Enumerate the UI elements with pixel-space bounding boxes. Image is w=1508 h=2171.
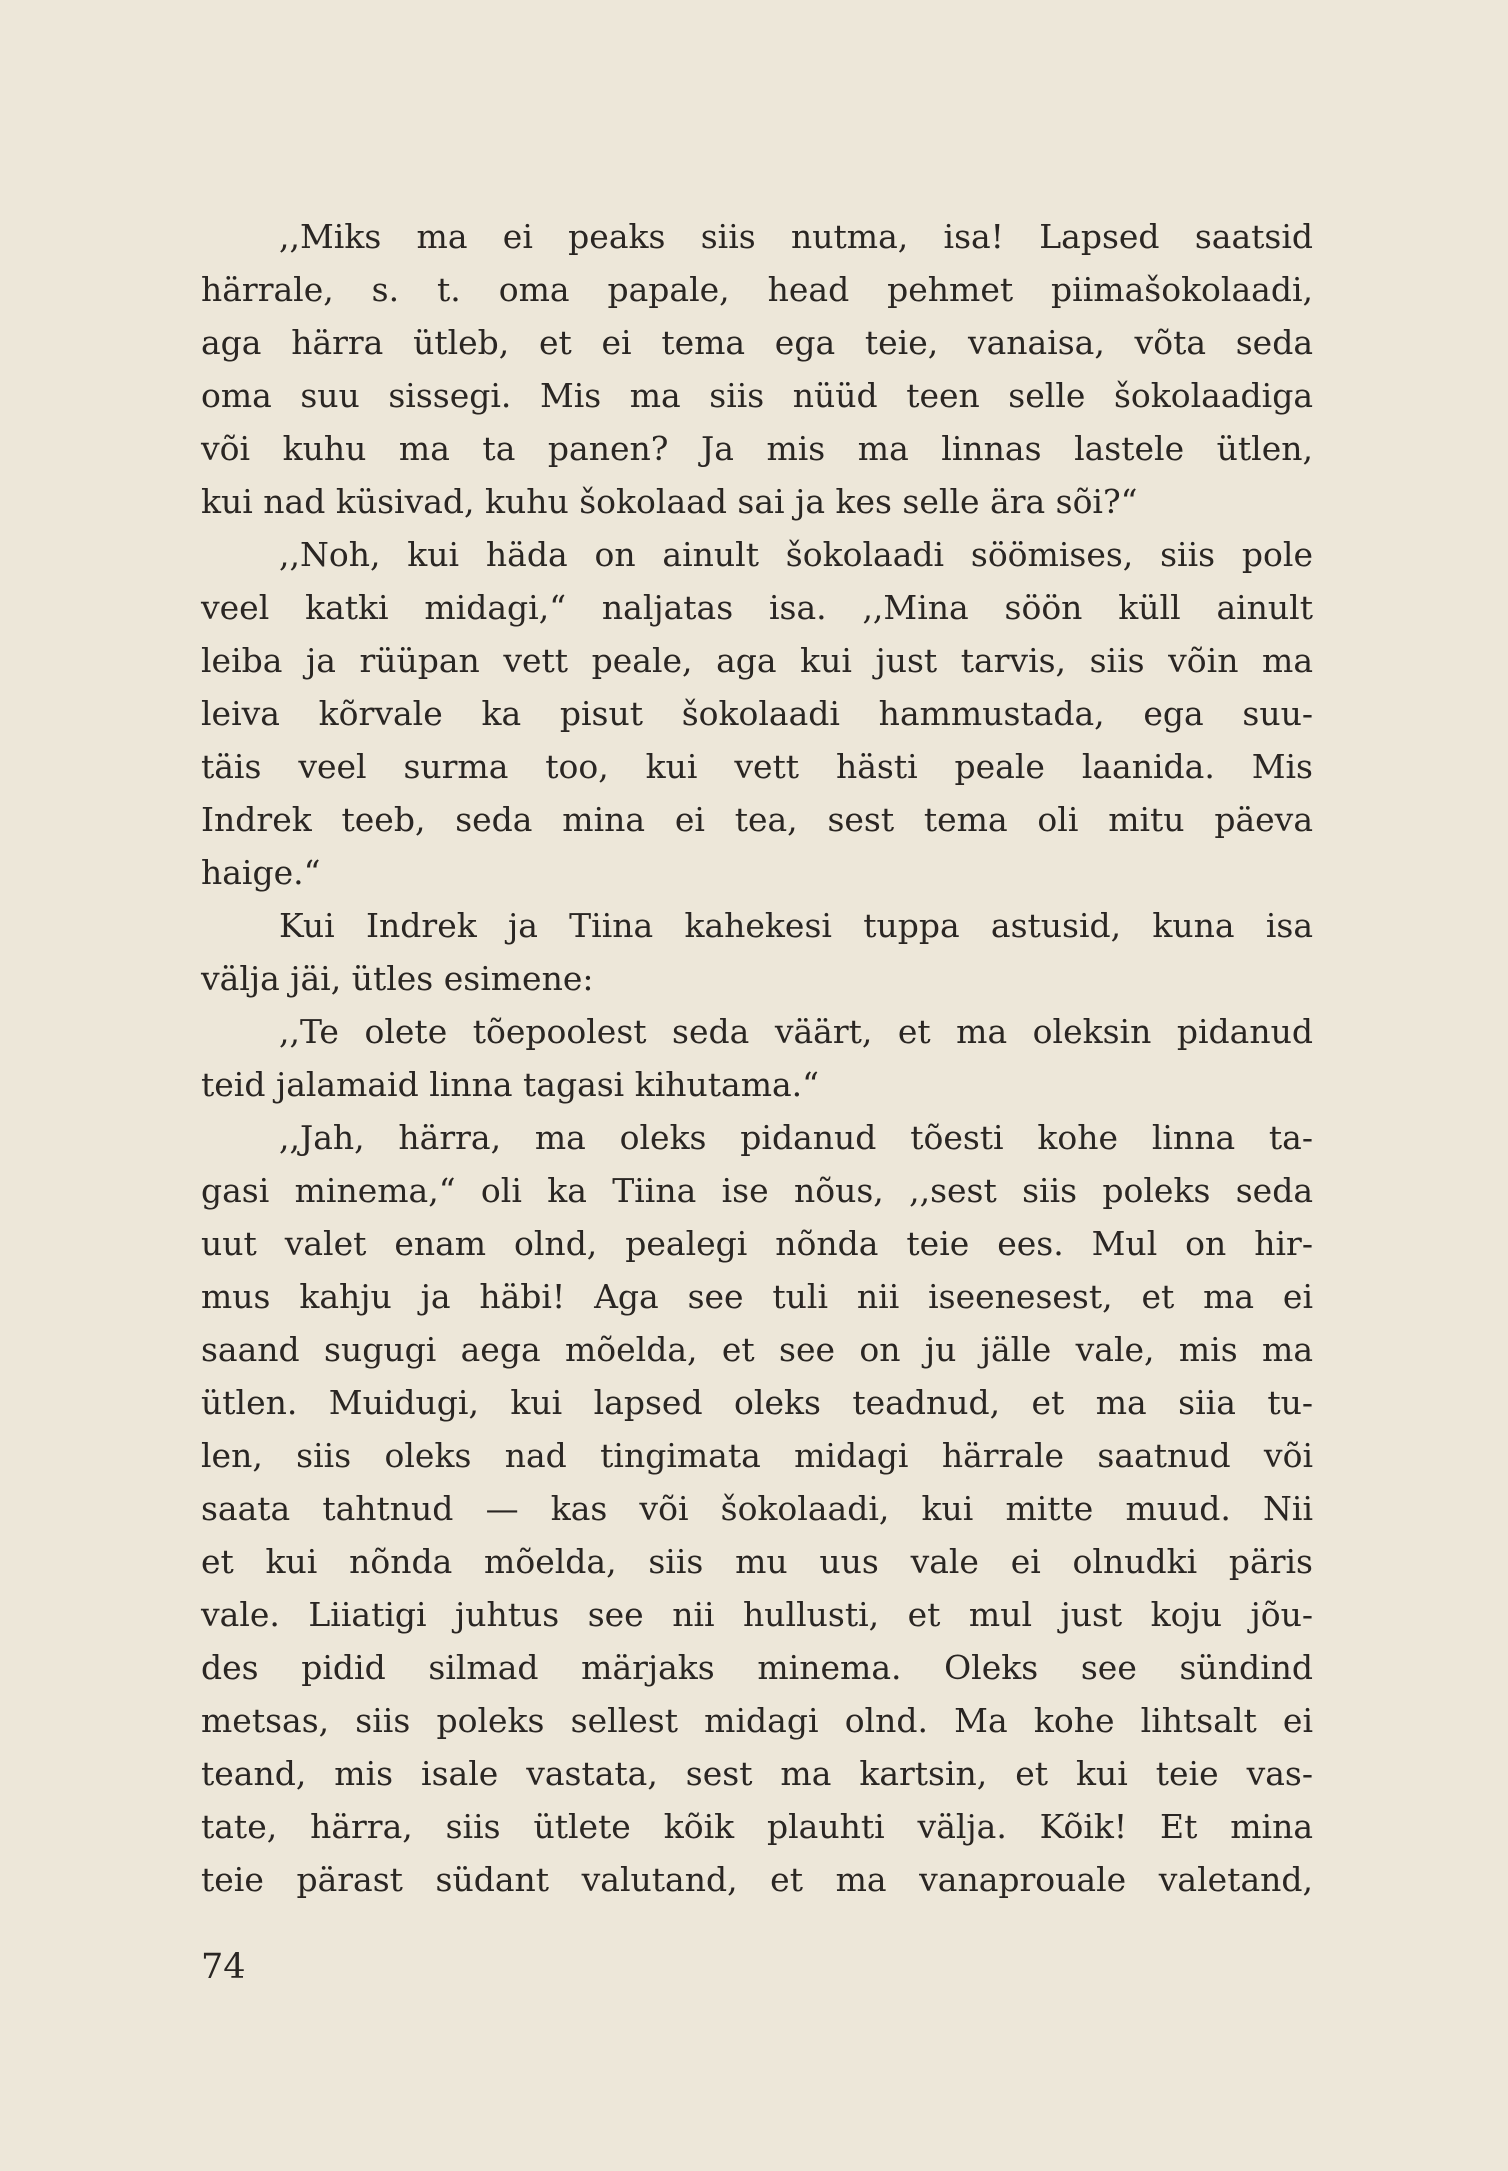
text-line: teand, mis isale vastata, sest ma kartsin, et kui teie vas-	[201, 1754, 1313, 1793]
text-line: Kui Indrek ja Tiina kahekesi tuppa astusid, kuna isa	[279, 906, 1313, 945]
text-line: vale. Liiatigi juhtus see nii hullusti, et mul just koju jõu-	[201, 1595, 1313, 1634]
text-line: des pidid silmad märjaks minema. Oleks see sündind	[201, 1648, 1313, 1687]
text-line: Indrek teeb, seda mina ei tea, sest tema oli mitu päeva	[201, 800, 1313, 839]
text-line: täis veel surma too, kui vett hästi peale laanida. Mis	[201, 747, 1313, 786]
text-line: teid jalamaid linna tagasi kihutama.“	[201, 1065, 820, 1104]
text-line: leiba ja rüüpan vett peale, aga kui just tarvis, siis võin ma	[201, 641, 1313, 680]
text-line: ütlen. Muidugi, kui lapsed oleks teadnud, et ma siia tu-	[201, 1383, 1313, 1422]
text-line: teie pärast südant valutand, et ma vanaprouale valetand,	[201, 1860, 1313, 1899]
text-line: veel katki midagi,“ naljatas isa. ,,Mina söön küll ainult	[201, 588, 1313, 627]
text-line: ,,Jah, härra, ma oleks pidanud tõesti kohe linna ta-	[279, 1118, 1313, 1157]
text-line: oma suu sissegi. Mis ma siis nüüd teen selle šokolaadiga	[201, 376, 1313, 415]
text-line: saata tahtnud — kas või šokolaadi, kui mitte muud. Nii	[201, 1489, 1313, 1528]
text-line: ,,Te olete tõepoolest seda väärt, et ma oleksin pidanud	[279, 1012, 1313, 1051]
text-line: aga härra ütleb, et ei tema ega teie, vanaisa, võta seda	[201, 323, 1313, 362]
text-line: et kui nõnda mõelda, siis mu uus vale ei olnudki päris	[201, 1542, 1313, 1581]
text-line: haige.“	[201, 853, 321, 892]
text-line: mus kahju ja häbi! Aga see tuli nii iseenesest, et ma ei	[201, 1277, 1313, 1316]
text-line: või kuhu ma ta panen? Ja mis ma linnas lastele ütlen,	[201, 429, 1313, 468]
text-line: metsas, siis poleks sellest midagi olnd. Ma kohe lihtsalt ei	[201, 1701, 1313, 1740]
text-line: välja jäi, ütles esimene:	[201, 959, 594, 998]
text-line: tate, härra, siis ütlete kõik plauhti välja. Kõik! Et mina	[201, 1807, 1313, 1846]
text-line: saand sugugi aega mõelda, et see on ju jälle vale, mis ma	[201, 1330, 1313, 1369]
body-text	[201, 210, 1313, 1906]
text-line: uut valet enam olnd, pealegi nõnda teie ees. Mul on hir-	[201, 1224, 1313, 1263]
text-line: leiva kõrvale ka pisut šokolaadi hammustada, ega suu-	[201, 694, 1313, 733]
text-line: ,,Noh, kui häda on ainult šokolaadi söömises, siis pole	[279, 535, 1313, 574]
text-line: ,,Miks ma ei peaks siis nutma, isa! Lapsed saatsid	[279, 217, 1313, 256]
text-line: len, siis oleks nad tingimata midagi härrale saatnud või	[201, 1436, 1313, 1475]
text-line: gasi minema,“ oli ka Tiina ise nõus, ,,sest siis poleks seda	[201, 1171, 1313, 1210]
text-line: kui nad küsivad, kuhu šokolaad sai ja kes selle ära sõi?“	[201, 482, 1138, 521]
text-line: härrale, s. t. oma papale, head pehmet piimašokolaadi,	[201, 270, 1313, 309]
page-number: 74	[201, 1947, 246, 1987]
